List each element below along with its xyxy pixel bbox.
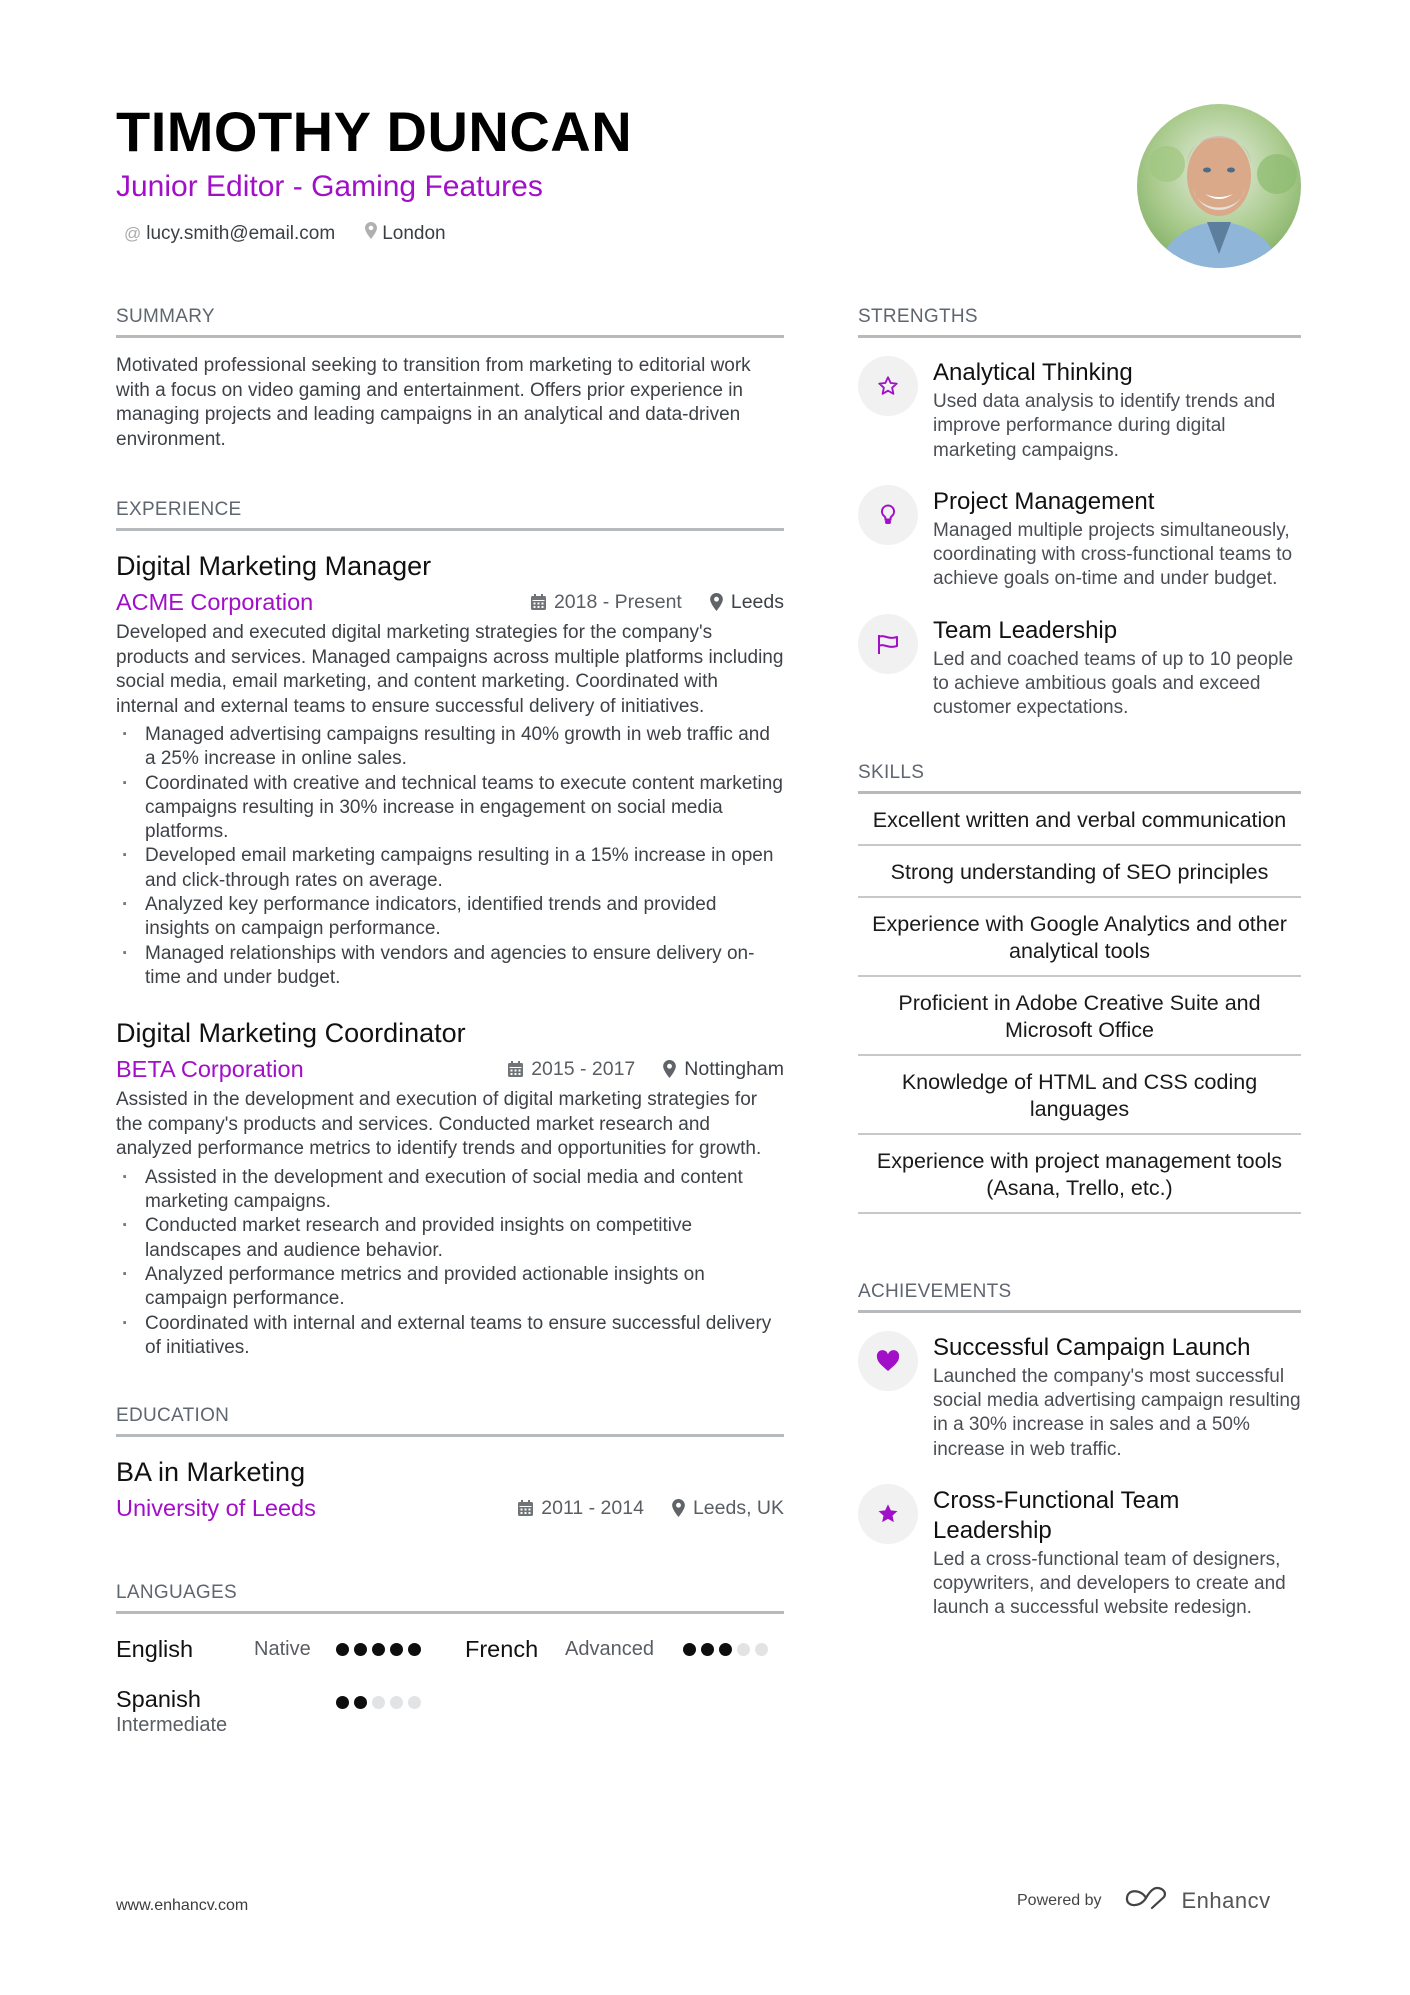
language-item [116,1685,435,1737]
strength-desc: Used data analysis to identify trends and improve performance during digital marketing campaigns. [933,391,1276,461]
calendar-icon [531,594,546,610]
dot-empty [390,1696,403,1709]
language-level: Native [254,1638,311,1661]
language-item [116,1636,435,1663]
dot-filled [354,1643,367,1656]
language-item [465,1636,784,1663]
powered-by-label: Powered by [1017,1892,1102,1909]
bullet-item: · Assisted in the development and execution of social media and content marketing campaigns. [116,1166,784,1215]
achievement-title: Cross-Functional Team Leadership [933,1486,1180,1544]
star-filled-icon [858,1484,918,1544]
achievements-heading: ACHIEVEMENTS [858,1280,1301,1313]
left-column [116,305,784,1737]
bullet-item: · Analyzed performance metrics and provided actionable insights on campaign performance. [116,1263,784,1312]
strength-item [858,358,1301,463]
proficiency-dots [336,1643,421,1656]
skill-item: Proficient in Adobe Creative Suite and Microsoft Office [858,977,1301,1056]
job-meta [116,587,784,617]
map-pin-icon [672,1499,685,1517]
strength-title: Project Management [933,487,1155,515]
job-description: Assisted in the development and execution of digital marketing strategies for the company's products and services. Conducted market research and analyzed performance metrics to identify trends and opportunities for growth. [116,1089,762,1160]
bullet-item: · Coordinated with creative and technical teams to execute content marketing campaigns resulting in 30% increase in engagement on social media platforms. [116,772,784,845]
dot-filled [336,1643,349,1656]
contact-line [116,222,1016,245]
achievements-section [858,1280,1301,1621]
summary-section [116,305,784,452]
flag-icon [858,614,918,674]
education-meta-right [518,1497,784,1520]
dot-filled [336,1696,349,1709]
candidate-name: TIMOTHY DUNCAN [116,100,633,163]
education-entry [116,1455,784,1523]
company-name: BETA Corporation [116,1056,304,1083]
resume-header [116,100,1016,245]
at-icon: @ [124,223,142,243]
language-name: French [465,1636,539,1663]
achievement-title: Successful Campaign Launch [933,1333,1251,1361]
job-description: Developed and executed digital marketing strategies for the company's products and services. Managed campaigns across multiple platforms including social media, email marketing, and content marketing. Coordinated with internal and external teams to ensure successful delivery of initiatives. [116,622,784,717]
strength-item [858,487,1301,592]
dot-filled [372,1643,385,1656]
lightbulb-icon [858,485,918,545]
skills-heading: SKILLS [858,761,1301,794]
proficiency-dots [336,1696,421,1709]
job-role: Digital Marketing Coordinator [116,1018,466,1049]
job-role: Digital Marketing Manager [116,551,432,581]
proficiency-dots [683,1643,768,1656]
job-entry [116,1016,784,1360]
job-meta-right [508,1058,784,1081]
map-pin-icon [710,593,723,611]
dot-filled [683,1643,696,1656]
education-heading: EDUCATION [116,1404,784,1437]
star-outline-icon [858,356,918,416]
dot-filled [719,1643,732,1656]
dot-filled [390,1643,403,1656]
job-dates: 2018 - Present [531,591,682,614]
location-text: London [382,222,446,244]
languages-heading: LANGUAGES [116,1581,784,1614]
calendar-icon [508,1061,523,1077]
achievement-desc: Launched the company's most successful social media advertising campaign resulting in a 30% increase in sales and a 50% increase in web traffic. [933,1365,1301,1460]
education-dates: 2011 - 2014 [518,1497,644,1520]
achievement-item [858,1486,1301,1621]
experience-heading: EXPERIENCE [116,498,784,531]
job-meta [116,1054,784,1084]
job-bullets [116,723,784,990]
job-bullets [116,1166,784,1360]
degree: BA in Marketing [116,1457,306,1488]
bullet-item: · Managed relationships with vendors and agencies to ensure delivery on-time and under budget. [116,942,784,991]
bullet-item: · Developed email marketing campaigns resulting in a 15% increase in open and click-through rates on average. [116,844,784,893]
bullet-item: · Analyzed key performance indicators, identified trends and provided insights on campaign performance. [116,893,784,942]
bullet-item: · Conducted market research and provided insights on competitive landscapes and audience behavior. [116,1214,784,1263]
contact-location [365,222,445,245]
dot-filled [354,1696,367,1709]
dot-empty [755,1643,768,1656]
skill-item: Experience with Google Analytics and other analytical tools [858,898,1301,977]
website-link[interactable]: www.enhancv.com [116,1897,249,1914]
job-location: Leeds [710,591,784,614]
map-pin-icon [365,222,377,245]
language-name: English [116,1636,194,1663]
job-entry [116,549,784,990]
education-meta [116,1493,784,1523]
heart-icon [858,1331,918,1391]
dot-empty [737,1643,750,1656]
summary-heading: SUMMARY [116,305,784,338]
school-name: University of Leeds [116,1495,316,1522]
dot-filled [408,1643,421,1656]
strengths-heading: STRENGTHS [858,305,1301,338]
strength-desc: Managed multiple projects simultaneously, coordinating with cross-functional teams to achieve goals on-time and under budget. [933,519,1293,590]
company-name: ACME Corporation [116,589,314,615]
language-level: Advanced [565,1638,654,1661]
powered-by [1017,1886,1271,1916]
language-level: Intermediate [116,1714,228,1737]
brand-logo[interactable] [1124,1886,1271,1916]
contact-email[interactable] [124,223,335,245]
job-dates: 2015 - 2017 [508,1058,635,1081]
skill-item: Strong understanding of SEO principles [858,846,1301,898]
strength-item [858,616,1301,721]
language-name: Spanish [116,1686,201,1713]
education-section [116,1404,784,1523]
skill-item: Excellent written and verbal communication [858,794,1301,846]
achievement-desc: Led a cross-functional team of designers, copywriters, and developers to create and launch a successful website redesign. [933,1548,1286,1619]
achievement-item [858,1333,1301,1462]
job-location: Nottingham [663,1058,784,1081]
dot-empty [408,1696,421,1709]
calendar-icon [518,1500,533,1516]
skills-section [858,761,1301,1214]
bullet-item: · Managed advertising campaigns resulting in 40% growth in web traffic and a 25% increase in online sales. [116,723,784,772]
strength-title: Analytical Thinking [933,359,1133,386]
strength-desc: Led and coached teams of up to 10 people to achieve ambitious goals and exceed customer expectations. [933,648,1294,719]
enhancv-logo-icon [1124,1886,1170,1916]
candidate-title: Junior Editor - Gaming Features [116,170,543,203]
email-text: lucy.smith@email.com [146,222,336,244]
map-pin-icon [663,1060,676,1078]
strength-title: Team Leadership [933,616,1118,644]
right-column [858,305,1301,1645]
education-location: Leeds, UK [672,1497,784,1520]
summary-text: Motivated professional seeking to transition from marketing to editorial work with a focus on video gaming and entertainment. Offers prior experience in managing projects and leading campaigns in an analytical and data-driven environment. [116,355,751,450]
languages-section [116,1581,784,1737]
skill-item: Experience with project management tools (Asana, Trello, etc.) [858,1135,1301,1214]
profile-photo [1137,104,1301,268]
dot-empty [372,1696,385,1709]
experience-section [116,498,784,1360]
job-meta-right [531,591,784,614]
strengths-section [858,305,1301,721]
skill-item: Knowledge of HTML and CSS coding languages [858,1056,1301,1135]
dot-filled [701,1643,714,1656]
bullet-item: · Coordinated with internal and external teams to ensure successful delivery of initiatives. [116,1312,784,1361]
languages-grid [116,1636,784,1737]
brand-name: Enhancv [1181,1888,1271,1913]
